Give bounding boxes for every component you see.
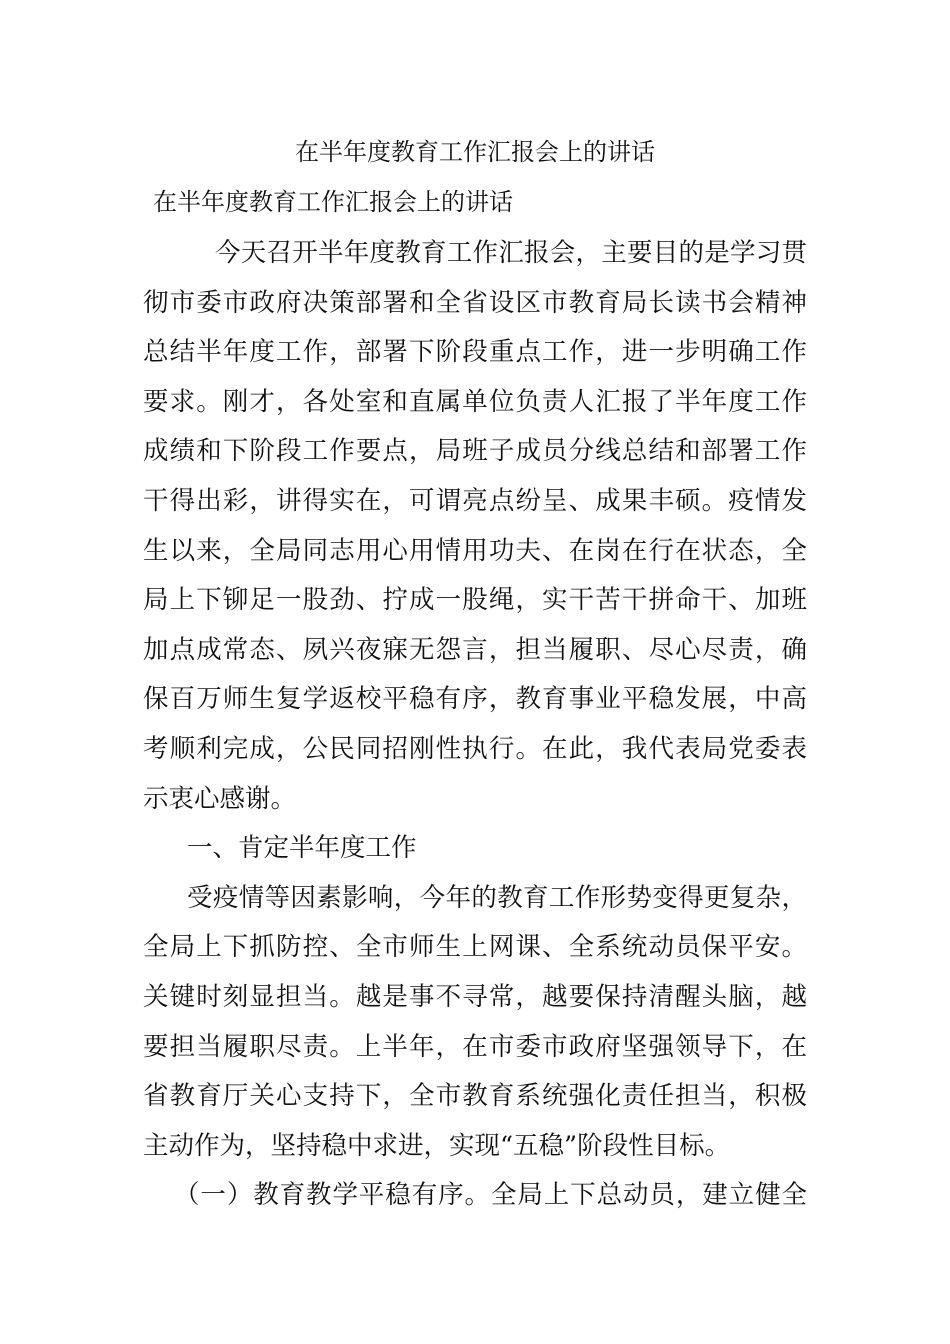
text-line: 加点成常态、夙兴夜寐无怨言，担当履职、尽心尽责，确 bbox=[143, 634, 807, 665]
text-line: 全局上下抓防控、全市师生上网课、全系统动员保平安。 bbox=[143, 932, 807, 963]
document-body bbox=[143, 183, 807, 1221]
text-line: 考顺利完成，公民同招刚性执行。在此，我代表局党委表 bbox=[143, 733, 807, 764]
text-line: 示衷心感谢。 bbox=[143, 783, 297, 814]
section-heading-1 bbox=[143, 824, 807, 874]
text-line: 省教育厅关心支持下，全市教育系统强化责任担当，积极 bbox=[143, 1081, 807, 1112]
text-line: 要担当履职尽责。上半年，在市委市政府坚强领导下，在 bbox=[143, 1031, 807, 1062]
text-line: 总结半年度工作，部署下阶段重点工作，进一步明确工作 bbox=[143, 337, 807, 368]
text-line: 主动作为，坚持稳中求进，实现“五稳”阶段性目标。 bbox=[143, 1130, 731, 1161]
text-line: 彻市委市政府决策部署和全省设区市教育局长读书会精神 bbox=[143, 287, 807, 318]
text-line: 保百万师生复学返校平稳有序，教育事业平稳发展，中高 bbox=[143, 684, 807, 715]
text-line: 干得出彩，讲得实在，可谓亮点纷呈、成果丰硕。疫情发 bbox=[143, 485, 807, 516]
text-line: （一）教育教学平稳有序。全局上下总动员，建立健全 bbox=[174, 1180, 807, 1211]
document-title: 在半年度教育工作汇报会上的讲话 bbox=[295, 138, 655, 166]
text-line: 成绩和下阶段工作要点，局班子成员分线总结和部署工作 bbox=[143, 436, 807, 467]
section-heading: 一、肯定半年度工作 bbox=[187, 833, 417, 864]
paragraph-section-1 bbox=[143, 874, 807, 1172]
paragraph-opening bbox=[143, 229, 807, 824]
text-line: 要求。刚才，各处室和直属单位负责人汇报了半年度工作 bbox=[143, 386, 807, 417]
text-line: 生以来，全局同志用心用情用功夫、在岗在行在状态，全 bbox=[143, 535, 807, 566]
text-line: 局上下铆足一股劲、拧成一股绳，实干苦干拼命干、加班 bbox=[143, 585, 807, 616]
text-line: 今天召开半年度教育工作汇报会，主要目的是学习贯 bbox=[215, 238, 807, 268]
text-line: 受疫情等因素影响，今年的教育工作形势变得更复杂， bbox=[187, 882, 807, 913]
document-subtitle: 在半年度教育工作汇报会上的讲话 bbox=[153, 188, 513, 216]
text-line: 关键时刻显担当。越是事不寻常，越要保持清醒头脑，越 bbox=[143, 981, 807, 1012]
paragraph-subsection-1 bbox=[143, 1171, 807, 1221]
